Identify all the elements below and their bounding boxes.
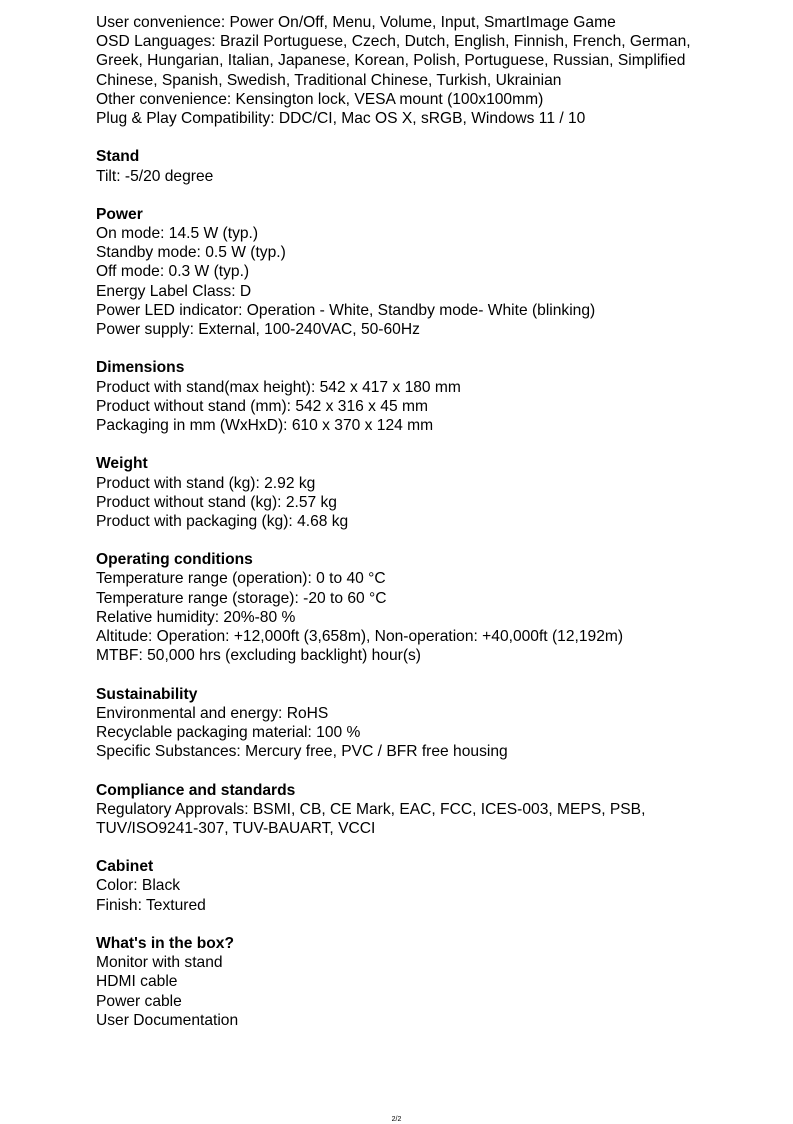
spec-line: Specific Substances: Mercury free, PVC / BFR free housing bbox=[96, 743, 508, 761]
spec-line: Chinese, Spanish, Swedish, Traditional Chinese, Turkish, Ukrainian bbox=[96, 71, 562, 89]
section-weight bbox=[96, 454, 756, 531]
spec-sheet-content bbox=[96, 13, 756, 1030]
spec-line: Energy Label Class: D bbox=[96, 282, 252, 300]
spec-line: Standby mode: 0.5 W (typ.) bbox=[96, 244, 286, 262]
page-number: 2/2 bbox=[391, 1116, 402, 1123]
spec-line: Temperature range (operation): 0 to 40 °C bbox=[96, 570, 386, 588]
section-power bbox=[96, 205, 756, 339]
spec-line: Off mode: 0.3 W (typ.) bbox=[96, 263, 250, 281]
section-heading: Compliance and standards bbox=[96, 781, 296, 799]
section-heading: Cabinet bbox=[96, 858, 154, 876]
spec-line: Monitor with stand bbox=[96, 954, 223, 972]
intro-block bbox=[96, 13, 756, 128]
section-heading: Weight bbox=[96, 455, 148, 473]
spec-line: Product with packaging (kg): 4.68 kg bbox=[96, 512, 349, 530]
spec-line: MTBF: 50,000 hrs (excluding backlight) hour(s) bbox=[96, 647, 422, 665]
spec-line: Other convenience: Kensington lock, VESA mount (100x100mm) bbox=[96, 90, 544, 108]
section-whats-in-the-box bbox=[96, 934, 756, 1030]
spec-line: On mode: 14.5 W (typ.) bbox=[96, 225, 259, 243]
section-cabinet bbox=[96, 857, 756, 915]
spec-line: Altitude: Operation: +12,000ft (3,658m), Non-operation: +40,000ft (12,192m) bbox=[96, 628, 624, 645]
spec-line: User convenience: Power On/Off, Menu, Volume, Input, SmartImage Game bbox=[96, 14, 616, 31]
spec-line: Power cable bbox=[96, 992, 182, 1010]
spec-line: Plug & Play Compatibility: DDC/CI, Mac OS X, sRGB, Windows 11 / 10 bbox=[96, 109, 586, 127]
section-heading: Operating conditions bbox=[96, 551, 253, 569]
spec-line: Product with stand (kg): 2.92 kg bbox=[96, 474, 316, 492]
section-heading: Sustainability bbox=[96, 685, 198, 703]
spec-line: Environmental and energy: RoHS bbox=[96, 704, 329, 722]
spec-line: Recyclable packaging material: 100 % bbox=[96, 723, 361, 741]
spec-line: User Documentation bbox=[96, 1011, 239, 1029]
spec-line: Tilt: -5/20 degree bbox=[96, 167, 214, 185]
spec-line: Product without stand (mm): 542 x 316 x 45 mm bbox=[96, 397, 428, 415]
spec-line: HDMI cable bbox=[96, 973, 178, 991]
spec-line: Product without stand (kg): 2.57 kg bbox=[96, 493, 337, 511]
spec-line: Power supply: External, 100-240VAC, 50-60Hz bbox=[96, 321, 420, 338]
section-stand bbox=[96, 147, 756, 185]
spec-line: Power LED indicator: Operation - White, Standby mode- White (blinking) bbox=[96, 301, 596, 319]
section-heading: Stand bbox=[96, 148, 140, 166]
spec-line: Color: Black bbox=[96, 877, 181, 895]
section-heading: What's in the box? bbox=[96, 935, 234, 952]
spec-line: OSD Languages: Brazil Portuguese, Czech, Dutch, English, Finnish, French, German, bbox=[96, 33, 691, 51]
section-operating-conditions bbox=[96, 550, 756, 665]
section-heading: Dimensions bbox=[96, 359, 185, 377]
spec-line: Temperature range (storage): -20 to 60 °C bbox=[96, 589, 387, 607]
spec-line: Product with stand(max height): 542 x 417 x 180 mm bbox=[96, 378, 461, 396]
section-compliance bbox=[96, 781, 756, 839]
spec-line: Greek, Hungarian, Italian, Japanese, Korean, Polish, Portuguese, Russian, Simplified bbox=[96, 52, 686, 70]
section-heading: Power bbox=[96, 205, 143, 223]
section-sustainability bbox=[96, 685, 756, 762]
section-dimensions bbox=[96, 358, 756, 435]
spec-line: Packaging in mm (WxHxD): 610 x 370 x 124 mm bbox=[96, 416, 434, 434]
spec-line: Regulatory Approvals: BSMI, CB, CE Mark, EAC, FCC, ICES-003, MEPS, PSB, bbox=[96, 800, 646, 818]
spec-line: TUV/ISO9241-307, TUV-BAUART, VCCI bbox=[96, 819, 376, 837]
spec-line: Relative humidity: 20%-80 % bbox=[96, 608, 296, 626]
spec-line: Finish: Textured bbox=[96, 896, 206, 914]
